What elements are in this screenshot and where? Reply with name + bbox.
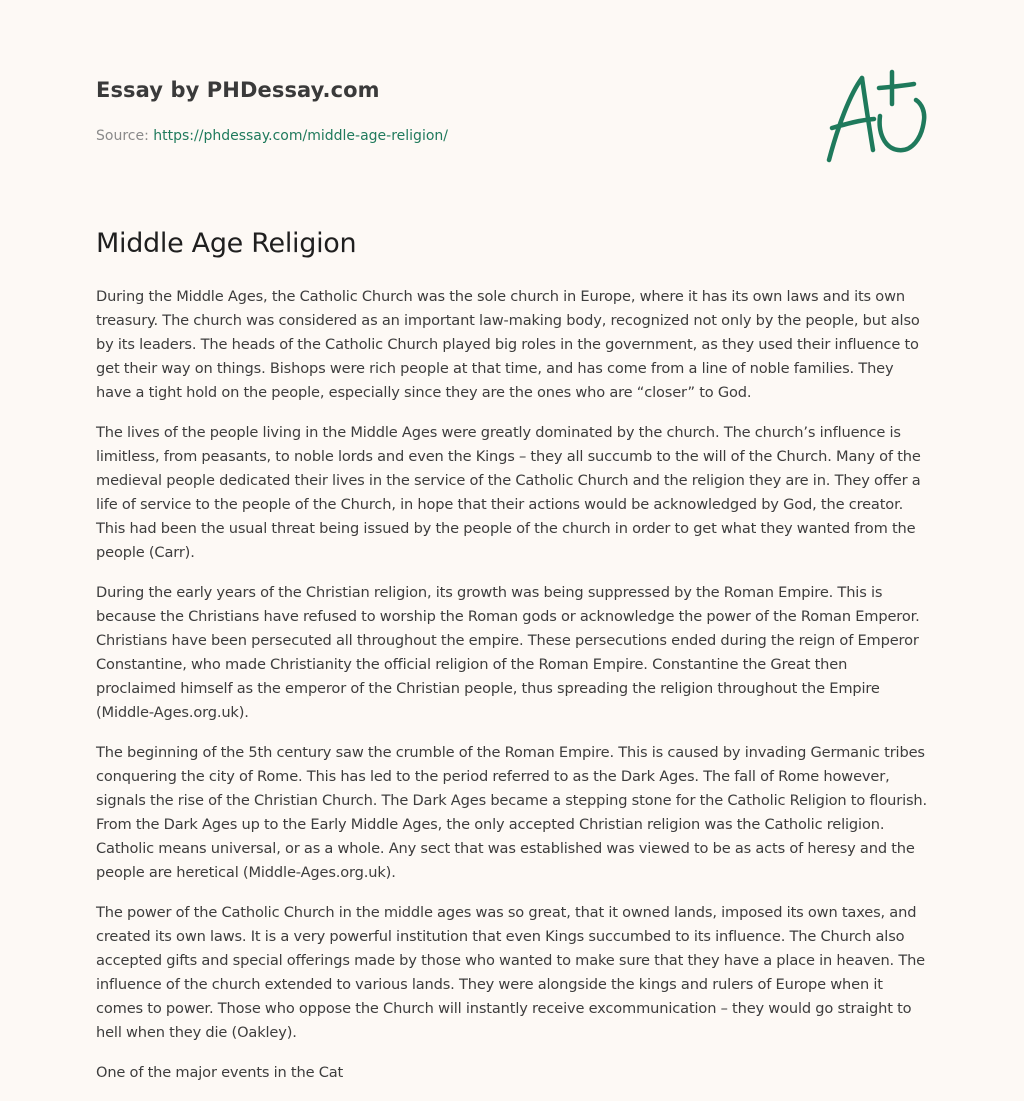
essay-body: [96, 285, 930, 1101]
paragraph: The beginning of the 5th century saw the crumble of the Roman Empire. This is caused by invading Germanic tribes conquering the city of Rome. This has led to the period referred to as the Dark Ages. The fall of Rome however, signals the rise of the Christian Church. The Dark Ages became a stepping stone for the Catholic Religion to flourish. From the Dark Ages up to the Early Middle Ages, the only accepted Christian religion was the Catholic religion. Catholic means universal, or as a whole. Any sect that was established was viewed to be as acts of heresy and the people are heretical (Middle-Ages.org.uk).: [96, 744, 928, 881]
brand-title: Essay by PHDessay.com: [96, 78, 380, 102]
a-plus-grade-icon: [818, 66, 930, 166]
source-link[interactable]: https://phdessay.com/middle-age-religion/: [153, 128, 448, 144]
paragraph: The power of the Catholic Church in the middle ages was so great, that it owned lands, imposed its own taxes, and created its own laws. It is a very powerful institution that even Kings succumbed to its influence. The Church also accepted gifts and special offerings made by those who wanted to make sure that they have a place in heaven. The influence of the church extended to various lands. They were alongside the kings and rulers of Europe when it comes to power. Those who oppose the Church will instantly receive excommunication – they would go straight to hell when they die (Oakley).: [96, 904, 926, 1041]
essay-title: Middle Age Religion: [96, 228, 357, 259]
page-header: [96, 76, 796, 146]
paragraph: The lives of the people living in the Middle Ages were greatly dominated by the church. The church’s influence is limitless, from peasants, to noble lords and even the Kings – they all succumb to the will of the Church. Many of the medieval people dedicated their lives in the service of the Catholic Church and the religion they are in. They offer a life of service to the people of the Church, in hope that their actions would be acknowledged by God, the creator. This had been the usual threat being issued by the people of the church in order to get what they wanted from the people (Carr).: [96, 424, 921, 561]
paragraph: During the Middle Ages, the Catholic Church was the sole church in Europe, where it has its own laws and its own treasury. The church was considered as an important law-making body, recognized not only by the people, but also by its leaders. The heads of the Catholic Church played big roles in the government, as they used their influence to get their way on things. Bishops were rich people at that time, and has come from a line of noble families. They have a tight hold on the people, especially since they are the ones who are “closer” to God.: [96, 288, 920, 401]
paragraph: During the early years of the Christian religion, its growth was being suppressed by the Roman Empire. This is because the Christians have refused to worship the Roman gods or acknowledge the power of the Roman Emperor. Christians have been persecuted all throughout the empire. These persecutions ended during the reign of Emperor Constantine, who made Christianity the official religion of the Roman Empire. Constantine the Great then proclaimed himself as the emperor of the Christian people, thus spreading the religion throughout the Empire (Middle-Ages.org.uk).: [96, 584, 920, 721]
source-label: Source:: [96, 128, 154, 144]
source-line: [96, 126, 796, 146]
paragraph-truncated: One of the major events in the Cat: [96, 1064, 344, 1081]
